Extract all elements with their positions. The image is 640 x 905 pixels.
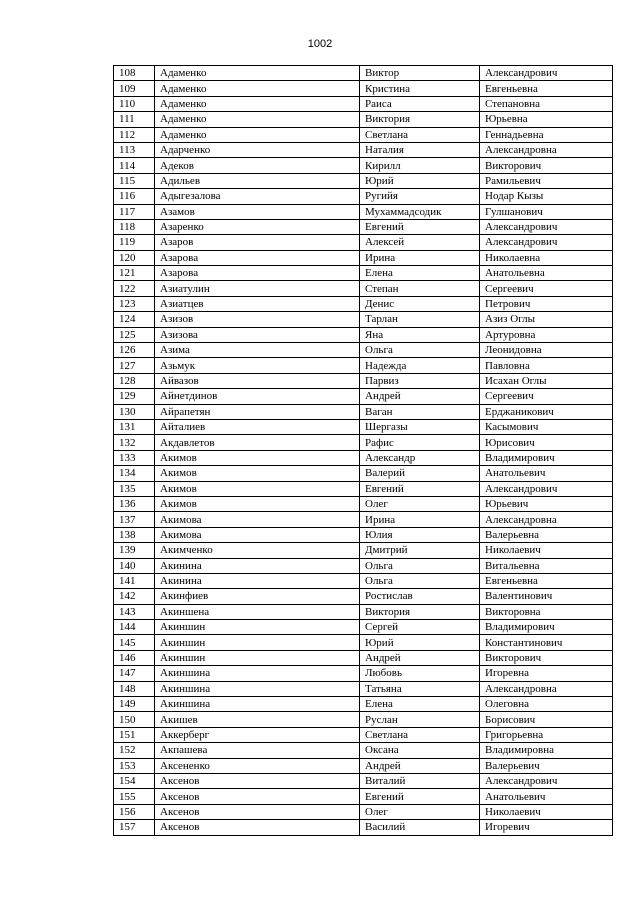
patronymic-cell: Юрисович <box>480 435 613 450</box>
table-row <box>114 573 613 588</box>
first-name-cell: Кирилл <box>360 158 480 173</box>
patronymic-cell: Нодар Кызы <box>480 189 613 204</box>
patronymic-cell: Владимирович <box>480 620 613 635</box>
surname-cell: Адаменко <box>155 66 360 81</box>
table-row <box>114 327 613 342</box>
row-number-cell: 111 <box>114 112 155 127</box>
first-name-cell: Евгений <box>360 789 480 804</box>
first-name-cell: Юрий <box>360 173 480 188</box>
first-name-cell: Мухаммадсодик <box>360 204 480 219</box>
surname-cell: Акимов <box>155 481 360 496</box>
surname-cell: Акимова <box>155 512 360 527</box>
row-number-cell: 114 <box>114 158 155 173</box>
surname-cell: Азизова <box>155 327 360 342</box>
row-number-cell: 140 <box>114 558 155 573</box>
patronymic-cell: Александрович <box>480 773 613 788</box>
row-number-cell: 116 <box>114 189 155 204</box>
patronymic-cell: Степановна <box>480 96 613 111</box>
first-name-cell: Андрей <box>360 389 480 404</box>
surname-cell: Акиншин <box>155 635 360 650</box>
row-number-cell: 121 <box>114 266 155 281</box>
surname-cell: Адаменко <box>155 127 360 142</box>
surname-cell: Акиншин <box>155 650 360 665</box>
surname-cell: Аксененко <box>155 758 360 773</box>
first-name-cell: Евгений <box>360 219 480 234</box>
table-row <box>114 266 613 281</box>
surname-cell: Адильев <box>155 173 360 188</box>
table-row <box>114 219 613 234</box>
table-row <box>114 204 613 219</box>
surname-cell: Акимов <box>155 496 360 511</box>
patronymic-cell: Олеговна <box>480 697 613 712</box>
patronymic-cell: Анатольевич <box>480 789 613 804</box>
row-number-cell: 144 <box>114 620 155 635</box>
first-name-cell: Сергей <box>360 620 480 635</box>
row-number-cell: 155 <box>114 789 155 804</box>
surname-cell: Аксенов <box>155 789 360 804</box>
row-number-cell: 120 <box>114 250 155 265</box>
surname-cell: Акинина <box>155 558 360 573</box>
surname-cell: Акиншина <box>155 666 360 681</box>
table-row <box>114 81 613 96</box>
patronymic-cell: Витальевна <box>480 558 613 573</box>
surname-cell: Акинфиев <box>155 589 360 604</box>
surname-cell: Аксенов <box>155 804 360 819</box>
row-number-cell: 122 <box>114 281 155 296</box>
table-row <box>114 773 613 788</box>
patronymic-cell: Валентинович <box>480 589 613 604</box>
patronymic-cell: Леонидовна <box>480 343 613 358</box>
surname-cell: Азима <box>155 343 360 358</box>
first-name-cell: Андрей <box>360 650 480 665</box>
first-name-cell: Василий <box>360 820 480 835</box>
first-name-cell: Ольга <box>360 343 480 358</box>
first-name-cell: Юлия <box>360 527 480 542</box>
surname-cell: Акинина <box>155 573 360 588</box>
surname-cell: Акпашева <box>155 743 360 758</box>
table-row <box>114 189 613 204</box>
patronymic-cell: Азиз Оглы <box>480 312 613 327</box>
first-name-cell: Елена <box>360 266 480 281</box>
table-row <box>114 296 613 311</box>
first-name-cell: Ругийя <box>360 189 480 204</box>
first-name-cell: Виталий <box>360 773 480 788</box>
first-name-cell: Андрей <box>360 758 480 773</box>
row-number-cell: 152 <box>114 743 155 758</box>
patronymic-cell: Александрович <box>480 66 613 81</box>
row-number-cell: 113 <box>114 142 155 157</box>
patronymic-cell: Александровна <box>480 681 613 696</box>
first-name-cell: Татьяна <box>360 681 480 696</box>
first-name-cell: Яна <box>360 327 480 342</box>
table-row <box>114 373 613 388</box>
table-row <box>114 496 613 511</box>
surname-cell: Айнетдинов <box>155 389 360 404</box>
row-number-cell: 112 <box>114 127 155 142</box>
table-row <box>114 404 613 419</box>
table-row <box>114 173 613 188</box>
row-number-cell: 108 <box>114 66 155 81</box>
row-number-cell: 127 <box>114 358 155 373</box>
patronymic-cell: Евгеньевна <box>480 573 613 588</box>
table-row <box>114 312 613 327</box>
table-row <box>114 358 613 373</box>
patronymic-cell: Александрович <box>480 481 613 496</box>
surname-cell: Акиншена <box>155 604 360 619</box>
table-row <box>114 66 613 81</box>
patronymic-cell: Александрович <box>480 235 613 250</box>
row-number-cell: 150 <box>114 712 155 727</box>
row-number-cell: 134 <box>114 466 155 481</box>
table-row <box>114 158 613 173</box>
surname-cell: Азарова <box>155 266 360 281</box>
surname-cell: Азиатцев <box>155 296 360 311</box>
surname-cell: Акимова <box>155 527 360 542</box>
first-name-cell: Рафис <box>360 435 480 450</box>
patronymic-cell: Петрович <box>480 296 613 311</box>
surname-cell: Азаров <box>155 235 360 250</box>
row-number-cell: 123 <box>114 296 155 311</box>
patronymic-cell: Викторович <box>480 158 613 173</box>
roster-table <box>113 65 613 836</box>
first-name-cell: Юрий <box>360 635 480 650</box>
row-number-cell: 124 <box>114 312 155 327</box>
table-row <box>114 697 613 712</box>
first-name-cell: Евгений <box>360 481 480 496</box>
table-row <box>114 604 613 619</box>
surname-cell: Айталиев <box>155 419 360 434</box>
table-row <box>114 527 613 542</box>
page-number: 1002 <box>307 38 333 50</box>
surname-cell: Адаменко <box>155 81 360 96</box>
table-row <box>114 250 613 265</box>
roster-table-body <box>114 66 613 836</box>
first-name-cell: Наталия <box>360 142 480 157</box>
first-name-cell: Ирина <box>360 250 480 265</box>
first-name-cell: Руслан <box>360 712 480 727</box>
patronymic-cell: Касымович <box>480 419 613 434</box>
patronymic-cell: Владимировна <box>480 743 613 758</box>
first-name-cell: Степан <box>360 281 480 296</box>
table-row <box>114 727 613 742</box>
table-row <box>114 558 613 573</box>
table-row <box>114 235 613 250</box>
row-number-cell: 154 <box>114 773 155 788</box>
row-number-cell: 141 <box>114 573 155 588</box>
table-row <box>114 712 613 727</box>
surname-cell: Акимов <box>155 450 360 465</box>
surname-cell: Акимов <box>155 466 360 481</box>
table-row <box>114 96 613 111</box>
surname-cell: Акишев <box>155 712 360 727</box>
first-name-cell: Ирина <box>360 512 480 527</box>
row-number-cell: 139 <box>114 543 155 558</box>
row-number-cell: 130 <box>114 404 155 419</box>
table-row <box>114 666 613 681</box>
surname-cell: Азизов <box>155 312 360 327</box>
patronymic-cell: Александрович <box>480 219 613 234</box>
first-name-cell: Ольга <box>360 573 480 588</box>
surname-cell: Адаменко <box>155 96 360 111</box>
first-name-cell: Елена <box>360 697 480 712</box>
patronymic-cell: Сергеевич <box>480 281 613 296</box>
surname-cell: Акиншина <box>155 681 360 696</box>
row-number-cell: 153 <box>114 758 155 773</box>
row-number-cell: 110 <box>114 96 155 111</box>
row-number-cell: 151 <box>114 727 155 742</box>
row-number-cell: 147 <box>114 666 155 681</box>
table-row <box>114 743 613 758</box>
patronymic-cell: Николаевич <box>480 804 613 819</box>
patronymic-cell: Валерьевна <box>480 527 613 542</box>
patronymic-cell: Артуровна <box>480 327 613 342</box>
table-row <box>114 543 613 558</box>
surname-cell: Адарченко <box>155 142 360 157</box>
row-number-cell: 115 <box>114 173 155 188</box>
first-name-cell: Олег <box>360 804 480 819</box>
row-number-cell: 119 <box>114 235 155 250</box>
row-number-cell: 142 <box>114 589 155 604</box>
table-row <box>114 343 613 358</box>
patronymic-cell: Константинович <box>480 635 613 650</box>
table-row <box>114 589 613 604</box>
row-number-cell: 128 <box>114 373 155 388</box>
table-row <box>114 758 613 773</box>
patronymic-cell: Юрьевич <box>480 496 613 511</box>
first-name-cell: Олег <box>360 496 480 511</box>
table-row <box>114 142 613 157</box>
row-number-cell: 143 <box>114 604 155 619</box>
first-name-cell: Виктор <box>360 66 480 81</box>
surname-cell: Аксенов <box>155 773 360 788</box>
table-row <box>114 466 613 481</box>
table-row <box>114 481 613 496</box>
patronymic-cell: Николаевна <box>480 250 613 265</box>
patronymic-cell: Григорьевна <box>480 727 613 742</box>
row-number-cell: 135 <box>114 481 155 496</box>
row-number-cell: 117 <box>114 204 155 219</box>
row-number-cell: 145 <box>114 635 155 650</box>
patronymic-cell: Гулшанович <box>480 204 613 219</box>
table-row <box>114 620 613 635</box>
first-name-cell: Дмитрий <box>360 543 480 558</box>
table-row <box>114 435 613 450</box>
table-row <box>114 789 613 804</box>
first-name-cell: Оксана <box>360 743 480 758</box>
first-name-cell: Виктория <box>360 604 480 619</box>
row-number-cell: 131 <box>114 419 155 434</box>
patronymic-cell: Юрьевна <box>480 112 613 127</box>
first-name-cell: Кристина <box>360 81 480 96</box>
surname-cell: Акдавлетов <box>155 435 360 450</box>
first-name-cell: Надежда <box>360 358 480 373</box>
row-number-cell: 129 <box>114 389 155 404</box>
patronymic-cell: Владимирович <box>480 450 613 465</box>
first-name-cell: Парвиз <box>360 373 480 388</box>
first-name-cell: Денис <box>360 296 480 311</box>
row-number-cell: 137 <box>114 512 155 527</box>
first-name-cell: Ольга <box>360 558 480 573</box>
patronymic-cell: Исахан Оглы <box>480 373 613 388</box>
surname-cell: Адаменко <box>155 112 360 127</box>
table-row <box>114 450 613 465</box>
patronymic-cell: Игоревна <box>480 666 613 681</box>
first-name-cell: Виктория <box>360 112 480 127</box>
row-number-cell: 132 <box>114 435 155 450</box>
first-name-cell: Шергазы <box>360 419 480 434</box>
patronymic-cell: Анатольевна <box>480 266 613 281</box>
table-row <box>114 512 613 527</box>
surname-cell: Акиншина <box>155 697 360 712</box>
patronymic-cell: Геннадьевна <box>480 127 613 142</box>
patronymic-cell: Ерджаникович <box>480 404 613 419</box>
table-row <box>114 681 613 696</box>
patronymic-cell: Рамильевич <box>480 173 613 188</box>
surname-cell: Азиатулин <box>155 281 360 296</box>
patronymic-cell: Анатольевич <box>480 466 613 481</box>
patronymic-cell: Александровна <box>480 512 613 527</box>
first-name-cell: Ростислав <box>360 589 480 604</box>
row-number-cell: 149 <box>114 697 155 712</box>
first-name-cell: Раиса <box>360 96 480 111</box>
patronymic-cell: Валерьевич <box>480 758 613 773</box>
surname-cell: Акиншин <box>155 620 360 635</box>
row-number-cell: 146 <box>114 650 155 665</box>
surname-cell: Айрапетян <box>155 404 360 419</box>
patronymic-cell: Борисович <box>480 712 613 727</box>
patronymic-cell: Александровна <box>480 142 613 157</box>
table-row <box>114 650 613 665</box>
surname-cell: Адеков <box>155 158 360 173</box>
row-number-cell: 133 <box>114 450 155 465</box>
surname-cell: Адыгезалова <box>155 189 360 204</box>
row-number-cell: 126 <box>114 343 155 358</box>
table-row <box>114 281 613 296</box>
patronymic-cell: Викторовна <box>480 604 613 619</box>
first-name-cell: Светлана <box>360 727 480 742</box>
surname-cell: Аксенов <box>155 820 360 835</box>
first-name-cell: Любовь <box>360 666 480 681</box>
row-number-cell: 148 <box>114 681 155 696</box>
first-name-cell: Тарлан <box>360 312 480 327</box>
row-number-cell: 109 <box>114 81 155 96</box>
table-row <box>114 635 613 650</box>
row-number-cell: 157 <box>114 820 155 835</box>
first-name-cell: Светлана <box>360 127 480 142</box>
first-name-cell: Алексей <box>360 235 480 250</box>
row-number-cell: 136 <box>114 496 155 511</box>
table-row <box>114 389 613 404</box>
first-name-cell: Валерий <box>360 466 480 481</box>
patronymic-cell: Павловна <box>480 358 613 373</box>
surname-cell: Азарова <box>155 250 360 265</box>
surname-cell: Аккерберг <box>155 727 360 742</box>
table-row <box>114 820 613 835</box>
patronymic-cell: Сергеевич <box>480 389 613 404</box>
patronymic-cell: Игоревич <box>480 820 613 835</box>
row-number-cell: 138 <box>114 527 155 542</box>
row-number-cell: 125 <box>114 327 155 342</box>
patronymic-cell: Николаевич <box>480 543 613 558</box>
patronymic-cell: Викторович <box>480 650 613 665</box>
table-row <box>114 112 613 127</box>
surname-cell: Айвазов <box>155 373 360 388</box>
first-name-cell: Александр <box>360 450 480 465</box>
row-number-cell: 156 <box>114 804 155 819</box>
surname-cell: Акимченко <box>155 543 360 558</box>
surname-cell: Азаренко <box>155 219 360 234</box>
surname-cell: Азьмук <box>155 358 360 373</box>
first-name-cell: Ваган <box>360 404 480 419</box>
row-number-cell: 118 <box>114 219 155 234</box>
patronymic-cell: Евгеньевна <box>480 81 613 96</box>
table-row <box>114 127 613 142</box>
surname-cell: Азамов <box>155 204 360 219</box>
table-row <box>114 419 613 434</box>
table-row <box>114 804 613 819</box>
